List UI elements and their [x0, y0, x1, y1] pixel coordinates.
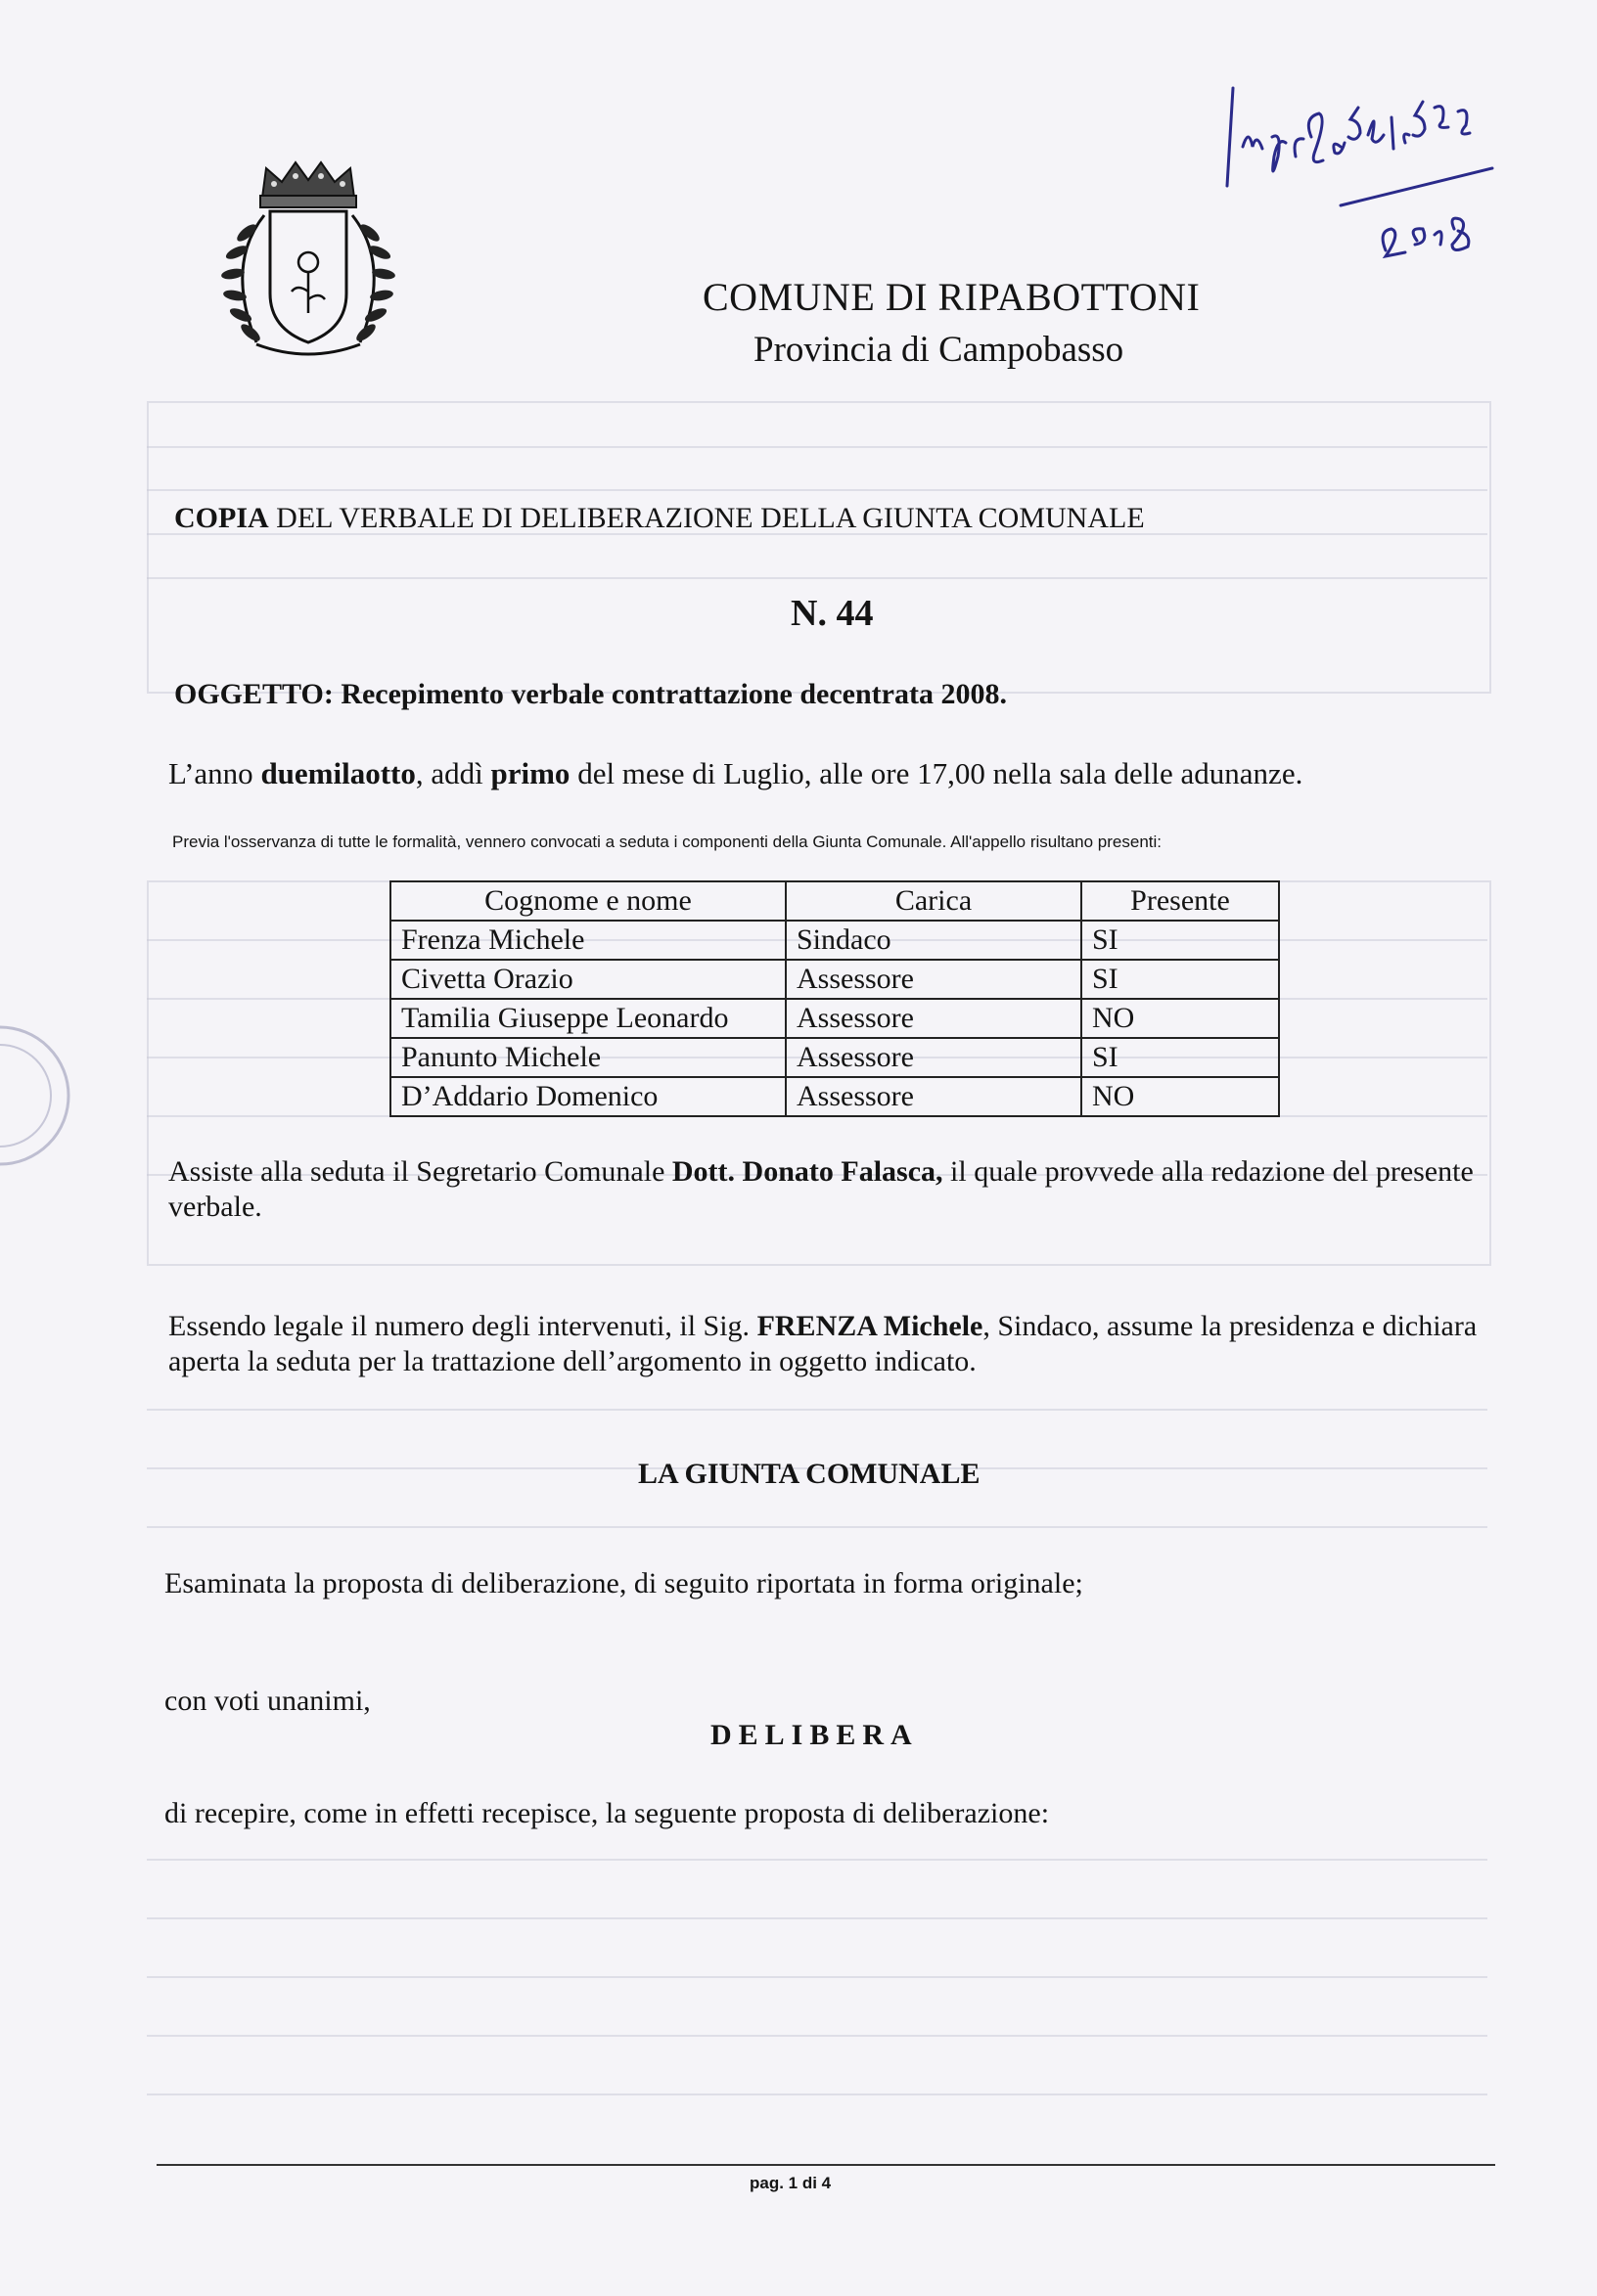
verbale-title: DEL VERBALE DI DELIBERAZIONE DELLA GIUNTA COMUNALE [276, 502, 1145, 534]
member-role: Assessore [786, 999, 1081, 1038]
member-present: NO [1081, 1077, 1279, 1116]
voti-text: con voti unanimi, [164, 1685, 371, 1717]
table-row [390, 1077, 1279, 1116]
municipal-crest-icon [196, 157, 421, 372]
handwritten-note-icon [1213, 78, 1497, 274]
page-number: pag. 1 di 4 [750, 2174, 832, 2192]
bleed-through-line [147, 1976, 1487, 1978]
attendance-table [389, 880, 1280, 1117]
anno-prefix: L’anno [168, 756, 253, 790]
bleed-through-line [147, 489, 1487, 491]
bleed-through-line [147, 1917, 1487, 1919]
delibera-heading: DELIBERA [710, 1719, 919, 1751]
table-row [390, 999, 1279, 1038]
member-role: Sindaco [786, 921, 1081, 960]
assiste-paragraph [168, 1154, 1509, 1225]
assiste-prefix: Assiste alla seduta il Segretario Comunale [168, 1155, 665, 1188]
member-present: SI [1081, 1038, 1279, 1077]
member-role: Assessore [786, 1077, 1081, 1116]
table-row [390, 921, 1279, 960]
essendo-suffix: , Sindaco, assume la presidenza e dichiara aperta la seduta per la trattazione dell’argomento in oggetto indicato. [168, 1310, 1478, 1377]
sindaco-name: FRENZA Michele [756, 1310, 983, 1342]
bleed-through-line [147, 2093, 1487, 2095]
essendo-prefix: Essendo legale il numero degli intervenuti, il Sig. [168, 1310, 751, 1342]
segretario-name: Dott. Donato Falasca, [671, 1155, 943, 1188]
anno-word: duemilaotto [260, 756, 416, 790]
member-name: Tamilia Giuseppe Leonardo [390, 999, 786, 1038]
member-present: NO [1081, 999, 1279, 1038]
attendance-header-row [390, 881, 1279, 921]
member-name: Frenza Michele [390, 921, 786, 960]
bleed-through-line [147, 1409, 1487, 1411]
footer-divider [157, 2164, 1495, 2166]
verbale-heading [174, 502, 1145, 535]
member-present: SI [1081, 921, 1279, 960]
bleed-through-line [147, 446, 1487, 448]
bleed-through-box [147, 401, 1491, 694]
member-name: D’Addario Domenico [390, 1077, 786, 1116]
column-header: Cognome e nome [390, 881, 786, 921]
anno-suffix: del mese di Luglio, alle ore 17,00 nella sala delle adunanze. [577, 756, 1303, 790]
member-name: Panunto Michele [390, 1038, 786, 1077]
member-name: Civetta Orazio [390, 960, 786, 999]
bleed-through-line [147, 577, 1487, 579]
essendo-paragraph [168, 1309, 1509, 1379]
member-role: Assessore [786, 960, 1081, 999]
comune-name: COMUNE DI RIPABOTTONI [703, 275, 1201, 319]
table-row [390, 960, 1279, 999]
bleed-through-line [147, 1526, 1487, 1528]
oggetto-line: OGGETTO: Recepimento verbale contrattazione decentrata 2008. [174, 678, 1007, 710]
recepire-text: di recepire, come in effetti recepisce, la seguente proposta di deliberazione: [164, 1797, 1050, 1829]
column-header: Carica [786, 881, 1081, 921]
column-header: Presente [1081, 881, 1279, 921]
bleed-through-line [147, 2035, 1487, 2037]
bleed-through-line [147, 1859, 1487, 1861]
giorno-word: primo [490, 756, 570, 790]
assiste-suffix: il quale provvede alla redazione del presente verbale. [168, 1155, 1474, 1223]
anno-line [168, 756, 1302, 791]
esaminata-text: Esaminata la proposta di deliberazione, di seguito riportata in forma originale; [164, 1567, 1083, 1599]
member-role: Assessore [786, 1038, 1081, 1077]
previa-text: Previa l'osservanza di tutte le formalità, vennero convocati a seduta i componenti della Giunta Comunale. All'appello risultano presenti: [172, 833, 1163, 851]
provincia-name: Provincia di Campobasso [753, 330, 1124, 370]
member-present: SI [1081, 960, 1279, 999]
table-row [390, 1038, 1279, 1077]
delibera-number: N. 44 [791, 593, 874, 634]
copia-label: COPIA [174, 502, 269, 534]
stamp-icon [0, 1008, 88, 1184]
giunta-heading: LA GIUNTA COMUNALE [638, 1458, 981, 1490]
addi-text: , addì [415, 756, 483, 790]
